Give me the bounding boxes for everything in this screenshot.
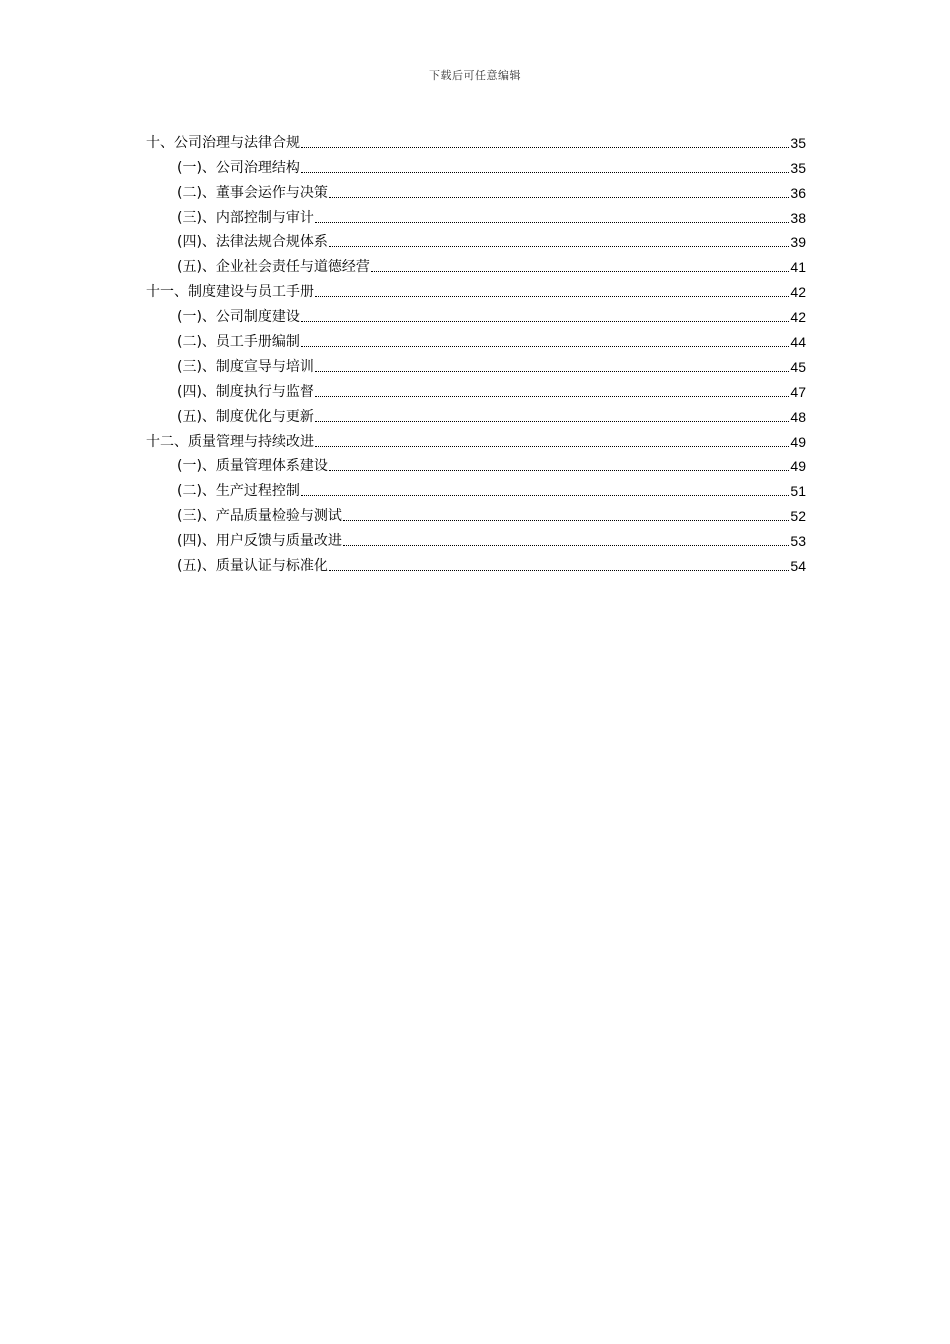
toc-section-entry[interactable] bbox=[146, 227, 806, 252]
toc-dot-leader bbox=[329, 570, 789, 571]
toc-section-entry[interactable] bbox=[146, 152, 806, 177]
toc-page-number: 44 bbox=[790, 334, 806, 351]
toc-entry-title: (二)、董事会运作与决策 bbox=[177, 184, 328, 201]
toc-page-number: 35 bbox=[790, 134, 806, 151]
toc-entry-title: (二)、员工手册编制 bbox=[177, 334, 300, 351]
toc-chapter-entry[interactable] bbox=[146, 276, 806, 301]
toc-dot-leader bbox=[371, 271, 789, 272]
toc-dot-leader bbox=[301, 147, 789, 148]
toc-page-number: 41 bbox=[790, 259, 806, 276]
toc-dot-leader bbox=[301, 346, 789, 347]
toc-section-entry[interactable] bbox=[146, 202, 806, 227]
toc-section-entry[interactable] bbox=[146, 525, 806, 550]
toc-section-entry[interactable] bbox=[146, 177, 806, 202]
toc-entry-title: (五)、企业社会责任与道德经营 bbox=[177, 259, 370, 276]
toc-entry-title: 十二、质量管理与持续改进 bbox=[146, 433, 314, 450]
toc-entry-title: (三)、内部控制与审计 bbox=[177, 209, 314, 226]
toc-entry-title: (三)、产品质量检验与测试 bbox=[177, 508, 342, 525]
toc-section-entry[interactable] bbox=[146, 401, 806, 426]
toc-entry-title: (四)、法律法规合规体系 bbox=[177, 234, 328, 251]
toc-section-entry[interactable] bbox=[146, 251, 806, 276]
toc-dot-leader bbox=[329, 246, 789, 247]
toc-section-entry[interactable] bbox=[146, 301, 806, 326]
toc-dot-leader bbox=[315, 222, 789, 223]
toc-entry-title: 十、公司治理与法律合规 bbox=[146, 134, 300, 151]
toc-page-number: 47 bbox=[790, 383, 806, 400]
toc-section-entry[interactable] bbox=[146, 351, 806, 376]
toc-page-number: 36 bbox=[790, 184, 806, 201]
table-of-contents bbox=[146, 127, 806, 575]
toc-page-number: 45 bbox=[790, 358, 806, 375]
toc-page-number: 38 bbox=[790, 209, 806, 226]
toc-entry-title: (一)、质量管理体系建设 bbox=[177, 458, 328, 475]
toc-page-number: 39 bbox=[790, 234, 806, 251]
toc-dot-leader bbox=[315, 446, 789, 447]
toc-entry-title: (二)、生产过程控制 bbox=[177, 483, 300, 500]
toc-section-entry[interactable] bbox=[146, 326, 806, 351]
toc-page-number: 51 bbox=[790, 483, 806, 500]
toc-section-entry[interactable] bbox=[146, 550, 806, 575]
header-note: 下载后可任意编辑 bbox=[429, 69, 521, 82]
toc-dot-leader bbox=[315, 371, 789, 372]
toc-chapter-entry[interactable] bbox=[146, 426, 806, 451]
toc-page-number: 54 bbox=[790, 558, 806, 575]
toc-page-number: 42 bbox=[790, 309, 806, 326]
toc-chapter-entry[interactable] bbox=[146, 127, 806, 152]
toc-page-number: 53 bbox=[790, 533, 806, 550]
toc-dot-leader bbox=[329, 470, 789, 471]
toc-dot-leader bbox=[315, 296, 789, 297]
toc-entry-title: (四)、制度执行与监督 bbox=[177, 383, 314, 400]
toc-entry-title: 十一、制度建设与员工手册 bbox=[146, 284, 314, 301]
toc-entry-title: (四)、用户反馈与质量改进 bbox=[177, 533, 342, 550]
toc-section-entry[interactable] bbox=[146, 500, 806, 525]
toc-page-number: 42 bbox=[790, 284, 806, 301]
toc-dot-leader bbox=[301, 495, 789, 496]
toc-section-entry[interactable] bbox=[146, 451, 806, 476]
toc-section-entry[interactable] bbox=[146, 475, 806, 500]
toc-entry-title: (五)、制度优化与更新 bbox=[177, 408, 314, 425]
toc-entry-title: (一)、公司制度建设 bbox=[177, 309, 300, 326]
toc-section-entry[interactable] bbox=[146, 376, 806, 401]
toc-dot-leader bbox=[343, 520, 789, 521]
toc-dot-leader bbox=[301, 321, 789, 322]
toc-entry-title: (五)、质量认证与标准化 bbox=[177, 558, 328, 575]
toc-entry-title: (一)、公司治理结构 bbox=[177, 159, 300, 176]
toc-dot-leader bbox=[329, 197, 789, 198]
toc-page-number: 48 bbox=[790, 408, 806, 425]
toc-dot-leader bbox=[343, 545, 789, 546]
toc-dot-leader bbox=[301, 172, 789, 173]
toc-dot-leader bbox=[315, 396, 789, 397]
toc-page-number: 49 bbox=[790, 458, 806, 475]
toc-page-number: 52 bbox=[790, 508, 806, 525]
toc-page-number: 49 bbox=[790, 433, 806, 450]
toc-page-number: 35 bbox=[790, 159, 806, 176]
toc-entry-title: (三)、制度宣导与培训 bbox=[177, 358, 314, 375]
toc-dot-leader bbox=[315, 421, 789, 422]
